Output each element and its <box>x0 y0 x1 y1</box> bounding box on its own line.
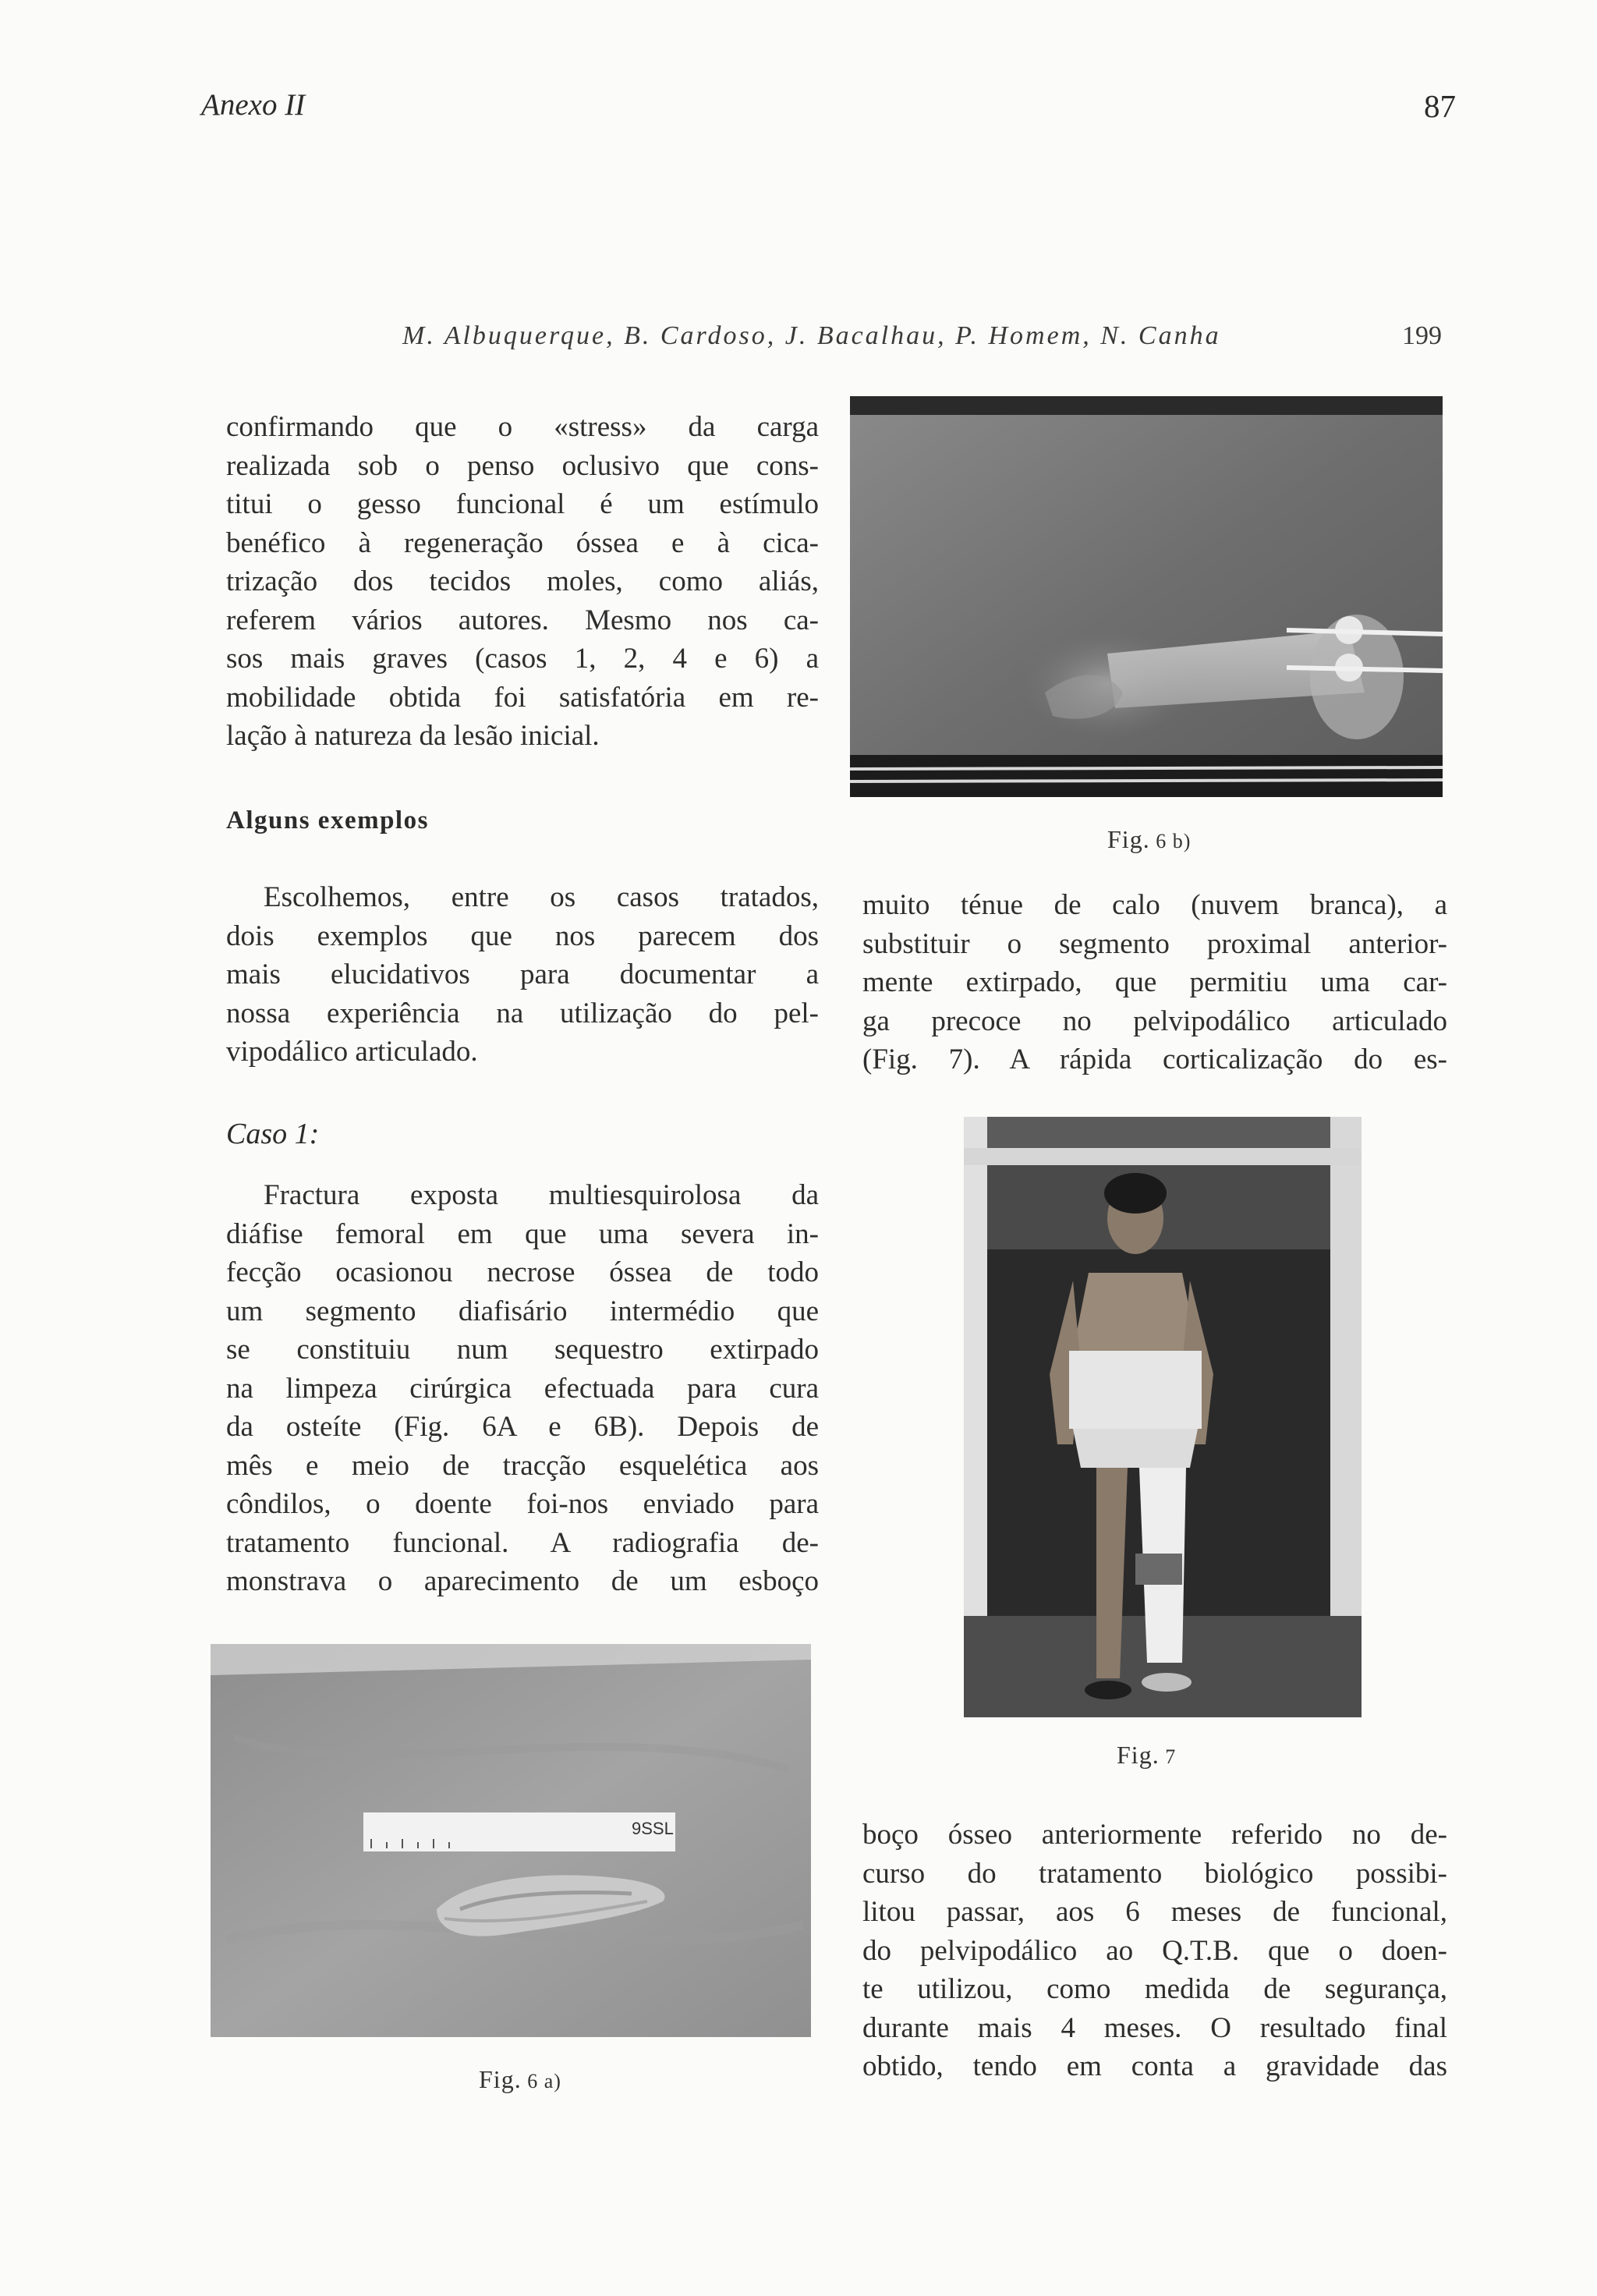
text-line: curso do tratamento biológico possibi- <box>862 1857 1447 1890</box>
left-paragraph-3 <box>226 1176 819 1601</box>
text-line: te utilizou, como medida de segurança, <box>862 1973 1447 2005</box>
figure-label: Fig. <box>1107 825 1150 853</box>
text-line: (Fig. 7). A rápida corticalização do es- <box>862 1043 1447 1075</box>
figure-label: Fig. <box>1117 1741 1160 1769</box>
text-line: durante mais 4 meses. O resultado final <box>862 2011 1447 2044</box>
section-heading: Alguns exemplos <box>226 806 429 834</box>
text-line: litou passar, aos 6 meses de funcional, <box>862 1896 1447 1928</box>
text-line: da osteíte (Fig. 6A e 6B). Depois de <box>226 1411 819 1443</box>
text-line: obtido, tendo em conta a gravidade das <box>862 2050 1447 2082</box>
figure-label: Fig. <box>479 2065 522 2093</box>
article-authors: M. Albuquerque, B. Cardoso, J. Bacalhau, P. Homem, N. Canha <box>402 321 1221 350</box>
xray-image <box>850 396 1443 797</box>
figure-number: 7 <box>1165 1745 1177 1768</box>
text-line: vipodálico articulado. <box>226 1036 478 1068</box>
figure-number: 6 b) <box>1156 830 1192 852</box>
ruler-label: 9SSL <box>632 1819 674 1838</box>
text-line: dois exemplos que nos parecem dos <box>226 919 819 952</box>
text-line: do pelvipodálico ao Q.T.B. que o doen- <box>862 1934 1447 1967</box>
text-line: trização dos tecidos moles, como aliás, <box>226 565 819 597</box>
specimen-photo <box>211 1644 811 2037</box>
text-line: mês e meio de tracção esquelética aos <box>226 1449 819 1482</box>
text-line: diáfise femoral em que uma severa in- <box>226 1217 819 1250</box>
text-line: confirmando que o «stress» da carga <box>226 411 819 443</box>
figure-7-photo <box>964 1117 1362 1717</box>
text-line: mais elucidativos para documentar a <box>226 958 819 990</box>
patient-photo <box>964 1117 1362 1717</box>
text-line: um segmento diafisário intermédio que <box>226 1295 819 1327</box>
text-line: ga precoce no pelvipodálico articulado <box>862 1004 1447 1037</box>
original-page-number: 199 <box>1402 321 1442 350</box>
text-line: referem vários autores. Mesmo nos ca- <box>226 604 819 636</box>
figure-6a-specimen <box>211 1644 811 2037</box>
figure-6a-caption <box>479 2065 561 2094</box>
right-paragraph-2 <box>862 1816 1447 2086</box>
case-title: Caso 1: <box>226 1118 320 1150</box>
text-line: boço ósseo anteriormente referido no de- <box>862 1819 1447 1851</box>
figure-number: 6 a) <box>527 2070 561 2092</box>
text-line: se constituiu num sequestro extirpado <box>226 1334 819 1366</box>
figure-7-caption <box>1117 1741 1176 1770</box>
text-line: benéfico à regeneração óssea e à cica- <box>226 526 819 559</box>
left-paragraph-2 <box>226 878 819 1072</box>
figure-6b-xray <box>850 396 1443 797</box>
text-line: nossa experiência na utilização do pel- <box>226 997 819 1029</box>
figure-6b-caption <box>1107 825 1191 854</box>
text-line: mobilidade obtida foi satisfatória em re- <box>226 681 819 714</box>
text-line: substituir o segmento proximal anterior- <box>862 927 1447 960</box>
text-line: monstrava o aparecimento de um esboço <box>226 1565 819 1597</box>
right-paragraph-1 <box>862 886 1447 1079</box>
page-number: 87 <box>1424 88 1456 124</box>
text-line: Escolhemos, entre os casos tratados, <box>264 881 819 913</box>
text-line: fecção ocasionou necrose óssea de todo <box>226 1256 819 1288</box>
running-header: Anexo II <box>201 88 306 122</box>
text-line: Fractura exposta multiesquirolosa da <box>264 1179 819 1211</box>
text-line: realizada sob o penso oclusivo que cons- <box>226 449 819 482</box>
text-line: lação à natureza da lesão inicial. <box>226 720 600 752</box>
text-line: sos mais graves (casos 1, 2, 4 e 6) a <box>226 643 819 675</box>
text-line: muito ténue de calo (nuvem branca), a <box>862 889 1447 921</box>
text-line: na limpeza cirúrgica efectuada para cura <box>226 1372 819 1405</box>
text-line: mente extirpado, que permitiu uma car- <box>862 966 1447 998</box>
left-paragraph-1 <box>226 408 819 756</box>
text-line: titui o gesso funcional é um estímulo <box>226 488 819 520</box>
text-line: côndilos, o doente foi-nos enviado para <box>226 1488 819 1520</box>
text-line: tratamento funcional. A radiografia de- <box>226 1526 819 1559</box>
